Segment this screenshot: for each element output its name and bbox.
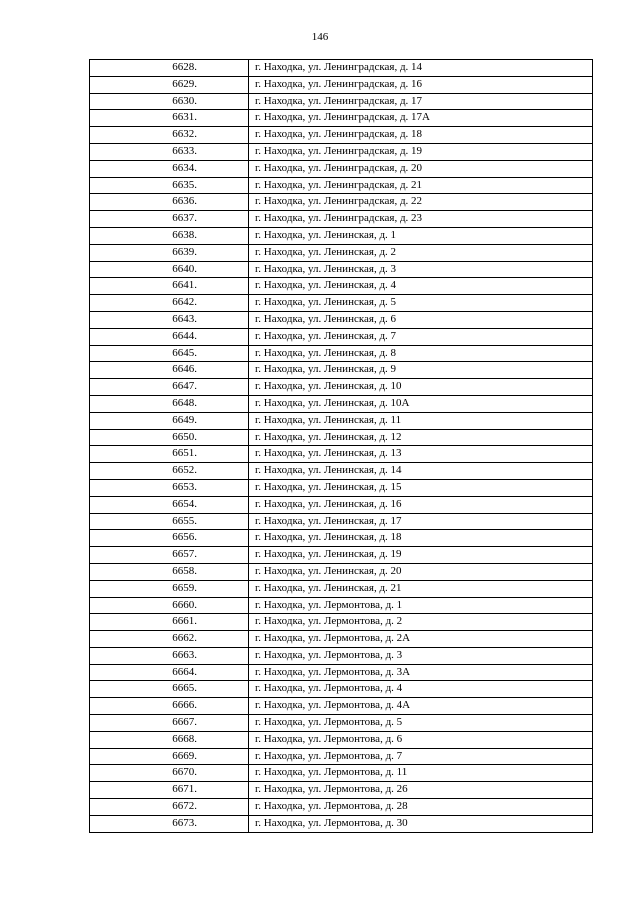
row-address: г. Находка, ул. Ленинская, д. 6 xyxy=(249,311,593,328)
row-number: 6665. xyxy=(90,681,249,698)
row-number: 6672. xyxy=(90,799,249,816)
page-number: 146 xyxy=(311,31,329,43)
row-number: 6657. xyxy=(90,547,249,564)
row-number: 6638. xyxy=(90,227,249,244)
row-address: г. Находка, ул. Ленинская, д. 13 xyxy=(249,446,593,463)
row-number: 6661. xyxy=(90,614,249,631)
table-row xyxy=(90,446,593,463)
row-address: г. Находка, ул. Ленинская, д. 12 xyxy=(249,429,593,446)
row-number: 6643. xyxy=(90,311,249,328)
row-number: 6631. xyxy=(90,110,249,127)
table-row xyxy=(90,93,593,110)
row-number: 6636. xyxy=(90,194,249,211)
table-row xyxy=(90,311,593,328)
table-row xyxy=(90,244,593,261)
row-number: 6668. xyxy=(90,731,249,748)
table-row xyxy=(90,664,593,681)
address-table-body xyxy=(90,60,593,833)
table-row xyxy=(90,731,593,748)
table-row xyxy=(90,815,593,832)
table-row xyxy=(90,362,593,379)
row-address: г. Находка, ул. Ленинградская, д. 16 xyxy=(249,76,593,93)
row-number: 6669. xyxy=(90,748,249,765)
row-number: 6671. xyxy=(90,782,249,799)
table-row xyxy=(90,782,593,799)
row-number: 6632. xyxy=(90,127,249,144)
table-row xyxy=(90,261,593,278)
row-number: 6651. xyxy=(90,446,249,463)
row-address: г. Находка, ул. Ленинская, д. 7 xyxy=(249,328,593,345)
row-number: 6633. xyxy=(90,143,249,160)
row-number: 6630. xyxy=(90,93,249,110)
row-address: г. Находка, ул. Лермонтова, д. 4А xyxy=(249,698,593,715)
table-row xyxy=(90,496,593,513)
row-number: 6635. xyxy=(90,177,249,194)
row-address: г. Находка, ул. Ленинская, д. 14 xyxy=(249,463,593,480)
row-number: 6649. xyxy=(90,412,249,429)
row-address: г. Находка, ул. Лермонтова, д. 7 xyxy=(249,748,593,765)
row-address: г. Находка, ул. Ленинская, д. 16 xyxy=(249,496,593,513)
row-address: г. Находка, ул. Лермонтова, д. 3 xyxy=(249,647,593,664)
row-address: г. Находка, ул. Ленинская, д. 15 xyxy=(249,479,593,496)
table-row xyxy=(90,513,593,530)
table-row xyxy=(90,681,593,698)
table-row xyxy=(90,463,593,480)
row-address: г. Находка, ул. Лермонтова, д. 30 xyxy=(249,815,593,832)
row-address: г. Находка, ул. Лермонтова, д. 26 xyxy=(249,782,593,799)
table-row xyxy=(90,614,593,631)
row-address: г. Находка, ул. Ленинская, д. 9 xyxy=(249,362,593,379)
row-number: 6639. xyxy=(90,244,249,261)
table-row xyxy=(90,395,593,412)
row-number: 6647. xyxy=(90,379,249,396)
row-address: г. Находка, ул. Лермонтова, д. 2 xyxy=(249,614,593,631)
table-row xyxy=(90,479,593,496)
row-number: 6652. xyxy=(90,463,249,480)
table-row xyxy=(90,345,593,362)
table-row xyxy=(90,278,593,295)
table-row xyxy=(90,580,593,597)
row-number: 6662. xyxy=(90,631,249,648)
address-table xyxy=(89,59,593,833)
row-address: г. Находка, ул. Ленинградская, д. 21 xyxy=(249,177,593,194)
row-address: г. Находка, ул. Ленинская, д. 20 xyxy=(249,563,593,580)
row-address: г. Находка, ул. Ленинская, д. 10А xyxy=(249,395,593,412)
row-number: 6644. xyxy=(90,328,249,345)
table-row xyxy=(90,748,593,765)
row-number: 6629. xyxy=(90,76,249,93)
table-row xyxy=(90,127,593,144)
table-row xyxy=(90,563,593,580)
row-number: 6634. xyxy=(90,160,249,177)
row-address: г. Находка, ул. Ленинградская, д. 20 xyxy=(249,160,593,177)
row-address: г. Находка, ул. Лермонтова, д. 2А xyxy=(249,631,593,648)
table-row xyxy=(90,328,593,345)
row-number: 6670. xyxy=(90,765,249,782)
row-address: г. Находка, ул. Ленинградская, д. 17А xyxy=(249,110,593,127)
row-address: г. Находка, ул. Ленинская, д. 10 xyxy=(249,379,593,396)
row-address: г. Находка, ул. Ленинская, д. 1 xyxy=(249,227,593,244)
row-number: 6650. xyxy=(90,429,249,446)
row-address: г. Находка, ул. Лермонтова, д. 3А xyxy=(249,664,593,681)
row-number: 6648. xyxy=(90,395,249,412)
table-row xyxy=(90,194,593,211)
row-address: г. Находка, ул. Ленинградская, д. 23 xyxy=(249,211,593,228)
row-number: 6637. xyxy=(90,211,249,228)
row-address: г. Находка, ул. Ленинская, д. 17 xyxy=(249,513,593,530)
row-number: 6664. xyxy=(90,664,249,681)
row-number: 6653. xyxy=(90,479,249,496)
row-number: 6666. xyxy=(90,698,249,715)
table-row xyxy=(90,227,593,244)
row-number: 6655. xyxy=(90,513,249,530)
row-number: 6660. xyxy=(90,597,249,614)
row-address: г. Находка, ул. Ленинская, д. 21 xyxy=(249,580,593,597)
row-address: г. Находка, ул. Ленинградская, д. 18 xyxy=(249,127,593,144)
table-row xyxy=(90,143,593,160)
table-row xyxy=(90,765,593,782)
table-row xyxy=(90,597,593,614)
table-row xyxy=(90,60,593,77)
row-number: 6658. xyxy=(90,563,249,580)
row-number: 6641. xyxy=(90,278,249,295)
table-row xyxy=(90,429,593,446)
table-row xyxy=(90,379,593,396)
table-row xyxy=(90,715,593,732)
row-address: г. Находка, ул. Лермонтова, д. 28 xyxy=(249,799,593,816)
table-row xyxy=(90,631,593,648)
row-number: 6642. xyxy=(90,295,249,312)
table-row xyxy=(90,530,593,547)
row-number: 6646. xyxy=(90,362,249,379)
row-number: 6656. xyxy=(90,530,249,547)
row-address: г. Находка, ул. Лермонтова, д. 5 xyxy=(249,715,593,732)
row-address: г. Находка, ул. Ленинская, д. 5 xyxy=(249,295,593,312)
row-address: г. Находка, ул. Ленинская, д. 19 xyxy=(249,547,593,564)
table-row xyxy=(90,76,593,93)
row-address: г. Находка, ул. Ленинградская, д. 14 xyxy=(249,60,593,77)
row-number: 6659. xyxy=(90,580,249,597)
table-row xyxy=(90,412,593,429)
row-number: 6645. xyxy=(90,345,249,362)
row-number: 6628. xyxy=(90,60,249,77)
table-row xyxy=(90,110,593,127)
table-row xyxy=(90,647,593,664)
row-address: г. Находка, ул. Лермонтова, д. 1 xyxy=(249,597,593,614)
row-address: г. Находка, ул. Ленинградская, д. 19 xyxy=(249,143,593,160)
row-number: 6667. xyxy=(90,715,249,732)
row-address: г. Находка, ул. Ленинская, д. 18 xyxy=(249,530,593,547)
row-address: г. Находка, ул. Ленинская, д. 8 xyxy=(249,345,593,362)
row-address: г. Находка, ул. Ленинская, д. 3 xyxy=(249,261,593,278)
table-row xyxy=(90,799,593,816)
table-row xyxy=(90,160,593,177)
table-row xyxy=(90,295,593,312)
row-address: г. Находка, ул. Ленинская, д. 4 xyxy=(249,278,593,295)
table-row xyxy=(90,211,593,228)
table-row xyxy=(90,698,593,715)
row-address: г. Находка, ул. Ленинская, д. 2 xyxy=(249,244,593,261)
row-address: г. Находка, ул. Ленинградская, д. 17 xyxy=(249,93,593,110)
row-number: 6640. xyxy=(90,261,249,278)
row-address: г. Находка, ул. Лермонтова, д. 11 xyxy=(249,765,593,782)
row-number: 6663. xyxy=(90,647,249,664)
row-address: г. Находка, ул. Лермонтова, д. 6 xyxy=(249,731,593,748)
row-address: г. Находка, ул. Ленинградская, д. 22 xyxy=(249,194,593,211)
table-row xyxy=(90,547,593,564)
row-address: г. Находка, ул. Ленинская, д. 11 xyxy=(249,412,593,429)
row-address: г. Находка, ул. Лермонтова, д. 4 xyxy=(249,681,593,698)
row-number: 6673. xyxy=(90,815,249,832)
row-number: 6654. xyxy=(90,496,249,513)
table-row xyxy=(90,177,593,194)
